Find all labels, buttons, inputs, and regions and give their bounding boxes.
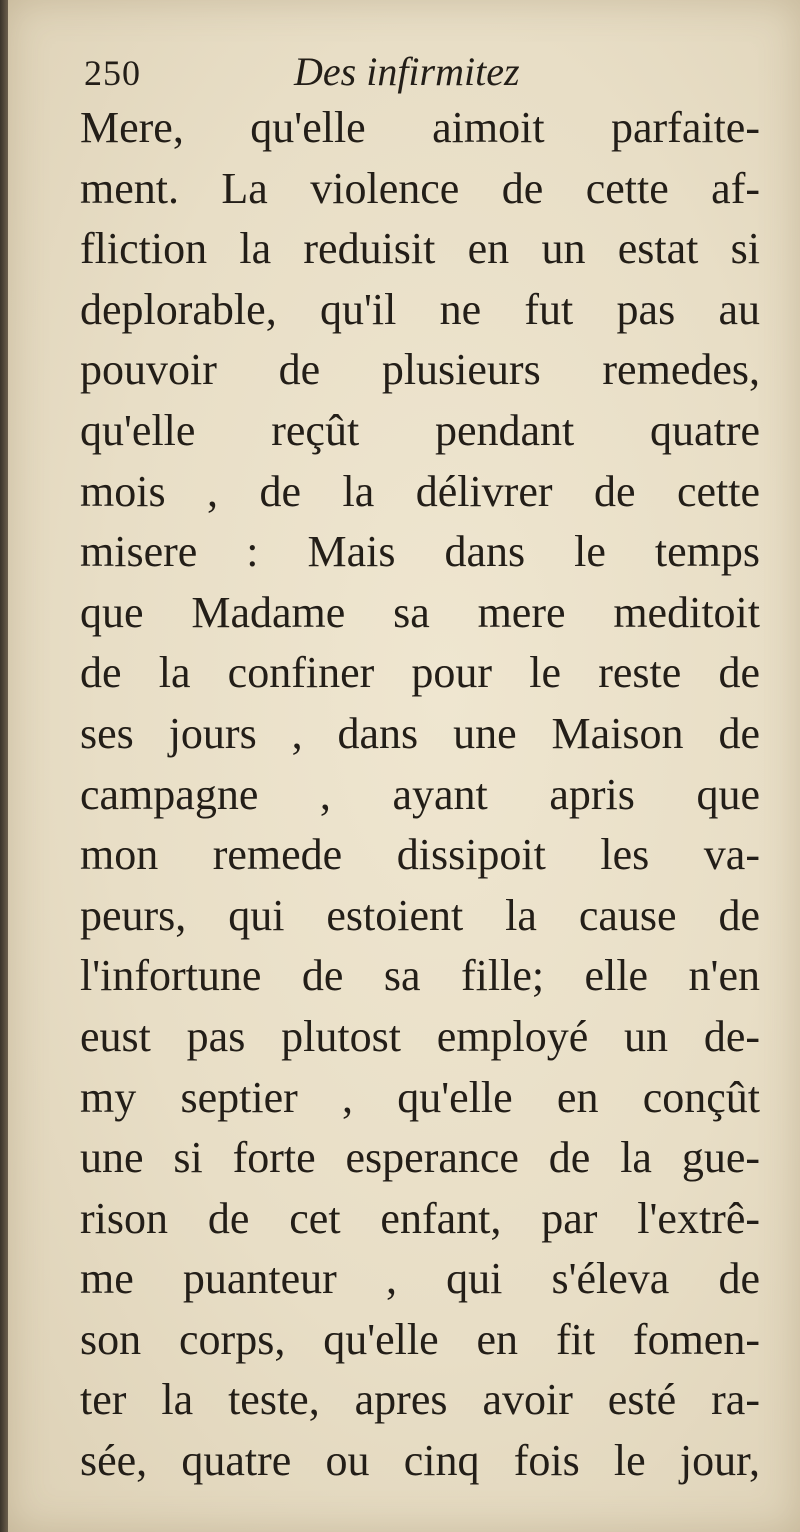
text-line: fliction la reduisit en un estat si <box>80 224 760 274</box>
text-line: de la confiner pour le reste de <box>80 648 760 698</box>
text-line: son corps, qu'elle en fit fomen- <box>80 1314 760 1364</box>
book-page <box>8 0 800 1532</box>
body-text <box>80 98 760 1492</box>
text-line: sée, quatre ou cinq fois le jour, <box>80 1436 760 1486</box>
text-line: mois , de la délivrer de cette <box>80 466 760 516</box>
text-line: me puanteur , qui s'éleva de <box>80 1254 760 1304</box>
text-line: l'infortune de sa fille; elle n'en <box>80 951 760 1001</box>
text-line: ter la teste, apres avoir esté ra- <box>80 1375 760 1425</box>
text-line: Mere, qu'elle aimoit parfaite- <box>80 103 760 152</box>
text-line: my septier , qu'elle en conçût <box>80 1072 760 1122</box>
text-line: deplorable, qu'il ne fut pas au <box>80 284 760 334</box>
text-line: mon remede dissipoit les va- <box>80 830 760 880</box>
running-head <box>84 48 764 96</box>
text-line: ses jours , dans une Maison de <box>80 708 760 758</box>
text-line: pouvoir de plusieurs remedes, <box>80 345 760 395</box>
text-line: eust pas plutost employé un de- <box>80 1011 760 1061</box>
text-line: rison de cet enfant, par l'extrê- <box>80 1193 760 1243</box>
running-title: Des infirmitez <box>294 49 520 94</box>
page-gutter <box>0 0 8 1532</box>
text-line: que Madame sa mere meditoit <box>80 587 760 637</box>
text-line: ment. La violence de cette af- <box>80 163 760 213</box>
page-number: 250 <box>84 53 141 93</box>
text-line: campagne , ayant apris que <box>80 769 760 819</box>
text-line: misere : Mais dans le temps <box>80 527 760 577</box>
text-line: peurs, qui estoient la cause de <box>80 890 760 940</box>
text-line: qu'elle reçût pendant quatre <box>80 405 760 455</box>
text-line: une si forte esperance de la gue- <box>80 1133 760 1183</box>
